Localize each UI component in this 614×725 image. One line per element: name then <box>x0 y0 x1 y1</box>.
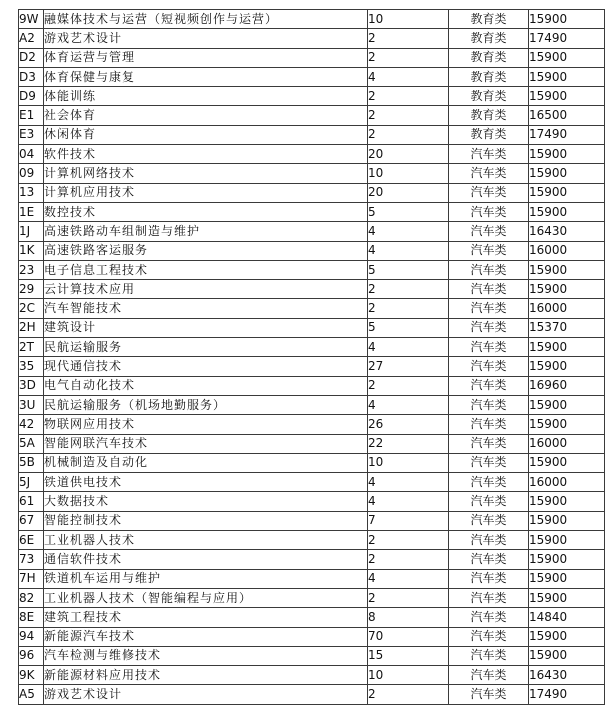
enrollment-count: 27 <box>368 357 449 376</box>
tuition-fee: 15900 <box>529 511 605 530</box>
enrollment-count: 2 <box>368 685 449 704</box>
major-category: 汽车类 <box>449 608 529 627</box>
major-code: 6E <box>19 531 44 550</box>
major-name: 铁道供电技术 <box>44 473 368 492</box>
table-row <box>19 260 605 279</box>
major-category: 教育类 <box>449 67 529 86</box>
major-name: 融媒体技术与运营（短视频创作与运营） <box>44 10 368 29</box>
major-name: 汽车检测与维修技术 <box>44 646 368 665</box>
major-category: 汽车类 <box>449 550 529 569</box>
enrollment-count: 7 <box>368 511 449 530</box>
tuition-fee: 15900 <box>529 67 605 86</box>
major-category: 教育类 <box>449 87 529 106</box>
major-category: 汽车类 <box>449 241 529 260</box>
table-row <box>19 87 605 106</box>
tuition-fee: 15900 <box>529 280 605 299</box>
major-category: 汽车类 <box>449 299 529 318</box>
tuition-fee: 17490 <box>529 125 605 144</box>
tuition-fee: 15900 <box>529 10 605 29</box>
enrollment-count: 70 <box>368 627 449 646</box>
table-row <box>19 357 605 376</box>
major-name: 智能网联汽车技术 <box>44 434 368 453</box>
enrollment-count: 22 <box>368 434 449 453</box>
major-name: 软件技术 <box>44 145 368 164</box>
major-name: 数控技术 <box>44 202 368 221</box>
major-name: 建筑设计 <box>44 318 368 337</box>
enrollment-count: 10 <box>368 164 449 183</box>
tuition-fee: 15900 <box>529 164 605 183</box>
major-code: 96 <box>19 646 44 665</box>
tuition-fee: 16500 <box>529 106 605 125</box>
major-name: 云计算技术应用 <box>44 280 368 299</box>
major-category: 汽车类 <box>449 260 529 279</box>
enrollment-count: 10 <box>368 666 449 685</box>
tuition-fee: 16000 <box>529 434 605 453</box>
major-code: A2 <box>19 29 44 48</box>
tuition-fee: 15900 <box>529 453 605 472</box>
tuition-fee: 15900 <box>529 338 605 357</box>
tuition-fee: 15900 <box>529 202 605 221</box>
table-row <box>19 202 605 221</box>
major-category: 汽车类 <box>449 511 529 530</box>
enrollment-count: 2 <box>368 588 449 607</box>
major-code: 2C <box>19 299 44 318</box>
tuition-fee: 15900 <box>529 260 605 279</box>
major-category: 汽车类 <box>449 685 529 704</box>
major-name: 体育运营与管理 <box>44 48 368 67</box>
tuition-fee: 15900 <box>529 415 605 434</box>
table-row <box>19 531 605 550</box>
major-code: 3U <box>19 395 44 414</box>
tuition-fee: 15900 <box>529 87 605 106</box>
enrollment-count: 2 <box>368 531 449 550</box>
enrollment-count: 8 <box>368 608 449 627</box>
tuition-fee: 14840 <box>529 608 605 627</box>
table-row <box>19 48 605 67</box>
major-category: 汽车类 <box>449 666 529 685</box>
major-category: 汽车类 <box>449 395 529 414</box>
major-name: 工业机器人技术（智能编程与应用） <box>44 588 368 607</box>
major-code: 5J <box>19 473 44 492</box>
tuition-fee: 16000 <box>529 241 605 260</box>
table-row <box>19 125 605 144</box>
tuition-fee: 15900 <box>529 627 605 646</box>
enrollment-count: 2 <box>368 280 449 299</box>
major-name: 民航运输服务 <box>44 338 368 357</box>
table-row <box>19 106 605 125</box>
major-code: D3 <box>19 67 44 86</box>
major-category: 教育类 <box>449 125 529 144</box>
major-name: 现代通信技术 <box>44 357 368 376</box>
enrollment-count: 2 <box>368 125 449 144</box>
major-code: 23 <box>19 260 44 279</box>
major-code: 2T <box>19 338 44 357</box>
major-code: 8E <box>19 608 44 627</box>
major-category: 汽车类 <box>449 473 529 492</box>
major-name: 铁道机车运用与维护 <box>44 569 368 588</box>
tuition-fee: 15900 <box>529 492 605 511</box>
enrollment-count: 20 <box>368 183 449 202</box>
major-code: 29 <box>19 280 44 299</box>
enrollment-count: 4 <box>368 395 449 414</box>
table-row <box>19 685 605 704</box>
tuition-fee: 17490 <box>529 29 605 48</box>
major-category: 汽车类 <box>449 145 529 164</box>
major-code: A5 <box>19 685 44 704</box>
table-row <box>19 588 605 607</box>
enrollment-count: 15 <box>368 646 449 665</box>
table-row <box>19 338 605 357</box>
tuition-fee: 16960 <box>529 376 605 395</box>
tuition-fee: 16430 <box>529 222 605 241</box>
major-category: 汽车类 <box>449 183 529 202</box>
major-code: 2H <box>19 318 44 337</box>
major-category: 教育类 <box>449 48 529 67</box>
major-code: 94 <box>19 627 44 646</box>
table-row <box>19 646 605 665</box>
major-name: 电气自动化技术 <box>44 376 368 395</box>
major-category: 汽车类 <box>449 357 529 376</box>
table-row <box>19 318 605 337</box>
major-code: 73 <box>19 550 44 569</box>
tuition-fee: 15900 <box>529 646 605 665</box>
enrollment-count: 4 <box>368 222 449 241</box>
enrollment-count: 5 <box>368 260 449 279</box>
enrollment-count: 2 <box>368 106 449 125</box>
enrollment-count: 4 <box>368 241 449 260</box>
majors-table-body <box>19 10 605 705</box>
table-row <box>19 29 605 48</box>
table-row <box>19 145 605 164</box>
major-category: 汽车类 <box>449 492 529 511</box>
tuition-fee: 15900 <box>529 357 605 376</box>
enrollment-count: 10 <box>368 10 449 29</box>
table-row <box>19 395 605 414</box>
tuition-fee: 17490 <box>529 685 605 704</box>
major-name: 新能源汽车技术 <box>44 627 368 646</box>
table-row <box>19 241 605 260</box>
table-row <box>19 627 605 646</box>
enrollment-count: 4 <box>368 473 449 492</box>
major-name: 通信软件技术 <box>44 550 368 569</box>
table-row <box>19 376 605 395</box>
major-code: 3D <box>19 376 44 395</box>
tuition-fee: 15900 <box>529 531 605 550</box>
major-category: 教育类 <box>449 106 529 125</box>
major-code: 5B <box>19 453 44 472</box>
major-category: 汽车类 <box>449 222 529 241</box>
tuition-fee: 15900 <box>529 183 605 202</box>
table-row <box>19 415 605 434</box>
major-category: 教育类 <box>449 29 529 48</box>
major-code: 1K <box>19 241 44 260</box>
major-name: 物联网应用技术 <box>44 415 368 434</box>
major-code: 04 <box>19 145 44 164</box>
tuition-fee: 15900 <box>529 395 605 414</box>
enrollment-count: 5 <box>368 318 449 337</box>
major-code: E3 <box>19 125 44 144</box>
major-name: 民航运输服务（机场地勤服务） <box>44 395 368 414</box>
major-code: 13 <box>19 183 44 202</box>
enrollment-count: 26 <box>368 415 449 434</box>
major-name: 游戏艺术设计 <box>44 685 368 704</box>
tuition-fee: 16430 <box>529 666 605 685</box>
major-code: 1E <box>19 202 44 221</box>
table-row <box>19 569 605 588</box>
table-row <box>19 608 605 627</box>
major-code: 7H <box>19 569 44 588</box>
major-code: 82 <box>19 588 44 607</box>
major-code: 1J <box>19 222 44 241</box>
enrollment-count: 2 <box>368 376 449 395</box>
enrollment-count: 2 <box>368 299 449 318</box>
major-category: 汽车类 <box>449 280 529 299</box>
major-category: 汽车类 <box>449 453 529 472</box>
enrollment-count: 2 <box>368 29 449 48</box>
tuition-fee: 15900 <box>529 48 605 67</box>
major-name: 高速铁路客运服务 <box>44 241 368 260</box>
major-category: 汽车类 <box>449 646 529 665</box>
major-name: 计算机网络技术 <box>44 164 368 183</box>
major-name: 高速铁路动车组制造与维护 <box>44 222 368 241</box>
major-category: 汽车类 <box>449 588 529 607</box>
enrollment-count: 2 <box>368 87 449 106</box>
major-category: 汽车类 <box>449 434 529 453</box>
major-name: 汽车智能技术 <box>44 299 368 318</box>
major-code: 42 <box>19 415 44 434</box>
major-category: 汽车类 <box>449 569 529 588</box>
major-code: 9K <box>19 666 44 685</box>
enrollment-count: 2 <box>368 550 449 569</box>
major-name: 建筑工程技术 <box>44 608 368 627</box>
table-row <box>19 299 605 318</box>
table-row <box>19 453 605 472</box>
major-category: 汽车类 <box>449 338 529 357</box>
tuition-fee: 15900 <box>529 569 605 588</box>
tuition-fee: 15900 <box>529 550 605 569</box>
enrollment-count: 5 <box>368 202 449 221</box>
major-code: 35 <box>19 357 44 376</box>
enrollment-count: 4 <box>368 569 449 588</box>
major-name: 电子信息工程技术 <box>44 260 368 279</box>
enrollment-count: 4 <box>368 492 449 511</box>
enrollment-count: 4 <box>368 67 449 86</box>
table-row <box>19 67 605 86</box>
major-code: 67 <box>19 511 44 530</box>
major-name: 大数据技术 <box>44 492 368 511</box>
major-code: 61 <box>19 492 44 511</box>
majors-table <box>18 9 605 705</box>
major-code: D2 <box>19 48 44 67</box>
major-name: 机械制造及自动化 <box>44 453 368 472</box>
major-code: E1 <box>19 106 44 125</box>
major-code: 9W <box>19 10 44 29</box>
major-code: 5A <box>19 434 44 453</box>
table-row <box>19 550 605 569</box>
major-category: 汽车类 <box>449 376 529 395</box>
major-category: 汽车类 <box>449 627 529 646</box>
table-row <box>19 492 605 511</box>
major-category: 教育类 <box>449 10 529 29</box>
tuition-fee: 15900 <box>529 588 605 607</box>
table-row <box>19 511 605 530</box>
tuition-fee: 15370 <box>529 318 605 337</box>
table-row <box>19 280 605 299</box>
major-name: 新能源材料应用技术 <box>44 666 368 685</box>
table-row <box>19 10 605 29</box>
major-category: 汽车类 <box>449 415 529 434</box>
major-category: 汽车类 <box>449 531 529 550</box>
tuition-fee: 15900 <box>529 145 605 164</box>
major-name: 休闲体育 <box>44 125 368 144</box>
tuition-fee: 16000 <box>529 299 605 318</box>
major-code: 09 <box>19 164 44 183</box>
major-category: 汽车类 <box>449 164 529 183</box>
enrollment-count: 2 <box>368 48 449 67</box>
major-name: 智能控制技术 <box>44 511 368 530</box>
major-name: 社会体育 <box>44 106 368 125</box>
major-name: 计算机应用技术 <box>44 183 368 202</box>
enrollment-count: 20 <box>368 145 449 164</box>
enrollment-count: 4 <box>368 338 449 357</box>
major-name: 体能训练 <box>44 87 368 106</box>
table-row <box>19 222 605 241</box>
table-row <box>19 666 605 685</box>
major-category: 汽车类 <box>449 318 529 337</box>
table-row <box>19 183 605 202</box>
table-row <box>19 434 605 453</box>
major-name: 体育保健与康复 <box>44 67 368 86</box>
enrollment-count: 10 <box>368 453 449 472</box>
major-name: 游戏艺术设计 <box>44 29 368 48</box>
table-row <box>19 473 605 492</box>
major-code: D9 <box>19 87 44 106</box>
major-name: 工业机器人技术 <box>44 531 368 550</box>
tuition-fee: 16000 <box>529 473 605 492</box>
major-category: 汽车类 <box>449 202 529 221</box>
table-row <box>19 164 605 183</box>
